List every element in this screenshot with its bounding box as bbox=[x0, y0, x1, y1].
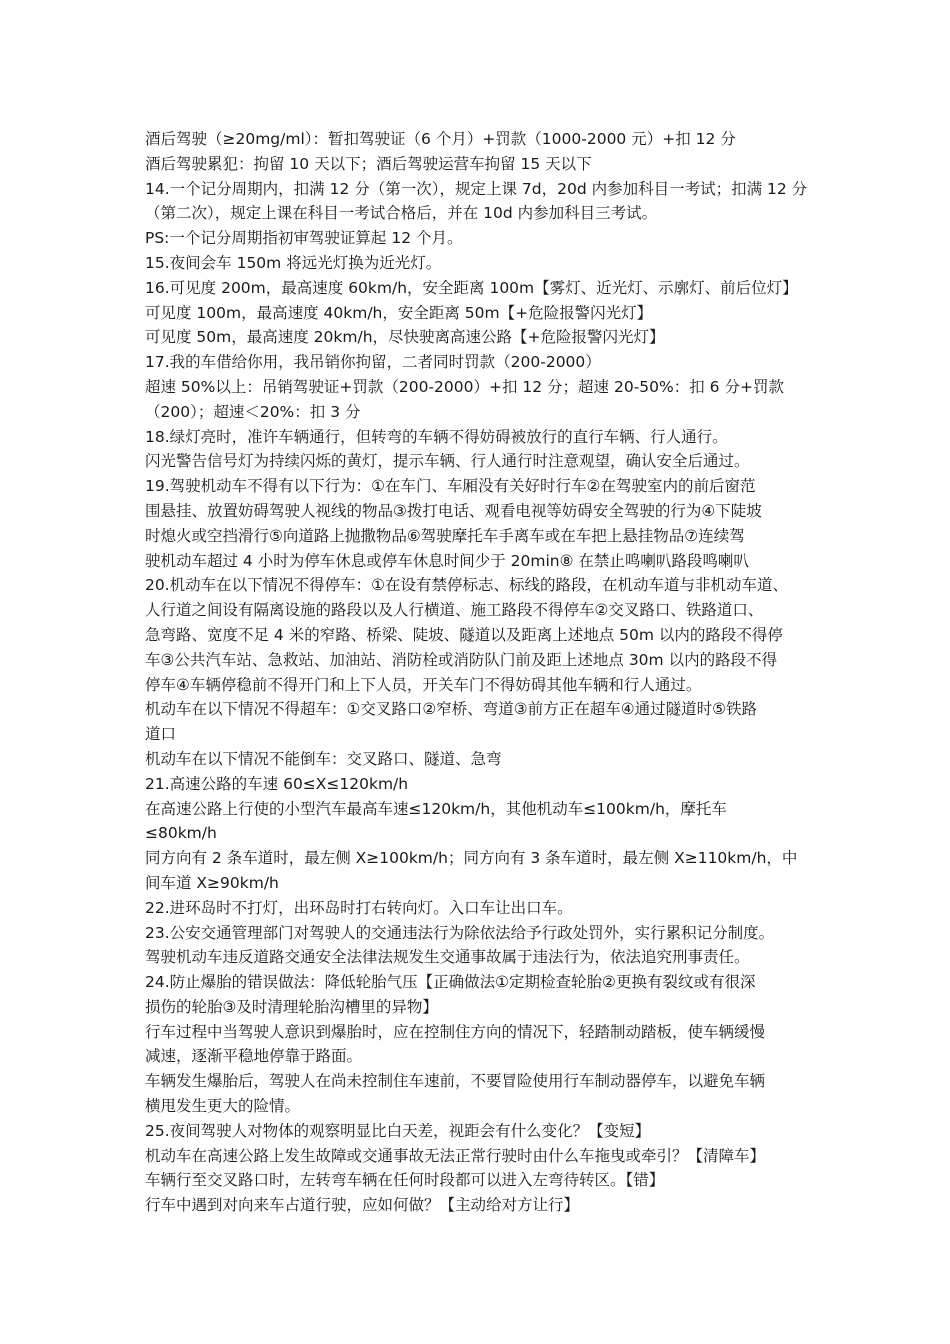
text-line: 19.驾驶机动车不得有以下行为：①在车门、车厢没有关好时行车②在驾驶室内的前后窗范 bbox=[145, 477, 756, 496]
text-line: 在高速公路上行使的小型汽车最高车速≤120km/h，其他机动车≤100km/h，摩托车 bbox=[145, 799, 727, 818]
text-line: PS:一个记分周期指初审驾驶证算起 12 个月。 bbox=[145, 229, 463, 248]
text-line: （第二次），规定上课在科目一考试合格后，并在 10d 内参加科目三考试。 bbox=[145, 204, 658, 223]
text-line: 车辆发生爆胎后，驾驶人在尚未控制住车速前，不要冒险使用行车制动器停车，以避免车辆 bbox=[145, 1072, 766, 1091]
text-line: 21.高速公路的车速 60≤X≤120km/h bbox=[145, 774, 409, 793]
text-line: 超速 50%以上：吊销驾驶证+罚款（200-2000）+扣 12 分；超速 20-50%：扣 6 分+罚款 bbox=[145, 377, 784, 396]
text-line: 道口 bbox=[145, 725, 177, 744]
text-line: 损伤的轮胎③及时清理轮胎沟槽里的异物】 bbox=[145, 997, 438, 1016]
text-line: 24.防止爆胎的错误做法：降低轮胎气压【正确做法①定期检查轮胎②更换有裂纹或有很深 bbox=[145, 973, 756, 992]
text-line: 机动车在以下情况不得超车：①交叉路口②窄桥、弯道③前方正在超车④通过隧道时⑤铁路 bbox=[145, 700, 757, 719]
text-line: 驾驶机动车违反道路交通安全法律法规发生交通事故属于违法行为，依法追究刑事责任。 bbox=[145, 948, 750, 967]
text-line: 时熄火或空挡滑行⑤向道路上抛撒物品⑥驾驶摩托车手离车或在车把上悬挂物品⑦连续驾 bbox=[145, 526, 745, 545]
text-line: 间车道 X≥90km/h bbox=[145, 873, 279, 892]
text-line: ≤80km/h bbox=[145, 824, 217, 843]
text-line: 人行道之间设有隔离设施的路段以及人行横道、施工路段不得停车②交叉路口、铁路道口、 bbox=[145, 601, 764, 620]
text-line: 行车过程中当驾驶人意识到爆胎时，应在控制住方向的情况下，轻踏制动踏板，使车辆缓慢 bbox=[145, 1022, 766, 1041]
text-line: 车辆行至交叉路口时，左转弯车辆在任何时段都可以进入左弯待转区。【错】 bbox=[145, 1171, 665, 1190]
text-line: 16.可见度 200m，最高速度 60km/h，安全距离 100m【雾灯、近光灯、示廓灯、前后位灯】 bbox=[145, 278, 798, 297]
text-line: 可见度 50m，最高速度 20km/h，尽快驶离高速公路【+危险报警闪光灯】 bbox=[145, 328, 665, 347]
text-line: 25.夜间驾驶人对物体的观察明显比白天差，视距会有什么变化？【变短】 bbox=[145, 1121, 651, 1140]
document-body bbox=[145, 127, 817, 1218]
text-line: 14.一个记分周期内，扣满 12 分（第一次），规定上课 7d，20d 内参加科目一考试；扣满 12 分 bbox=[145, 179, 808, 198]
text-line: 酒后驾驶（≥20mg/ml）：暂扣驾驶证（6 个月）+罚款（1000-2000 元）+扣 12 分 bbox=[145, 130, 736, 148]
text-line: 可见度 100m，最高速度 40km/h，安全距离 50m【+危险报警闪光灯】 bbox=[145, 303, 653, 322]
text-line: 机动车在以下情况不能倒车：交叉路口、隧道、急弯 bbox=[145, 749, 502, 768]
text-line: 22.进环岛时不打灯，出环岛时打右转向灯。入口车让出口车。 bbox=[145, 898, 573, 917]
text-line: 23.公安交通管理部门对驾驶人的交通违法行为除依法给予行政处罚外，实行累积记分制度。 bbox=[145, 923, 775, 942]
text-line: （200）；超速＜20%：扣 3 分 bbox=[145, 402, 361, 421]
text-line: 行车中遇到对向来车占道行驶，应如何做？【主动给对方让行】 bbox=[145, 1196, 580, 1215]
text-line: 停车④车辆停稳前不得开门和上下人员，开关车门不得妨碍其他车辆和行人通过。 bbox=[145, 675, 702, 694]
text-line: 机动车在高速公路上发生故障或交通事故无法正常行驶时由什么车拖曳或牵引？【清障车】 bbox=[145, 1146, 766, 1165]
text-line: 减速，逐渐平稳地停靠于路面。 bbox=[145, 1047, 363, 1066]
text-line: 同方向有 2 条车道时，最左侧 X≥100km/h；同方向有 3 条车道时，最左侧 X≥110km/h，中 bbox=[145, 849, 798, 868]
text-line: 18.绿灯亮时，准许车辆通行，但转弯的车辆不得妨碍被放行的直行车辆、行人通行。 bbox=[145, 427, 728, 446]
text-line: 横甩发生更大的险情。 bbox=[145, 1097, 301, 1116]
text-line: 车③公共汽车站、急救站、加油站、消防栓或消防队门前及距上述地点 30m 以内的路段不得 bbox=[145, 650, 778, 669]
text-line: 20.机动车在以下情况不得停车：①在设有禁停标志、标线的路段，在机动车道与非机动车道、 bbox=[145, 576, 789, 595]
text-line: 17.我的车借给你用，我吊销你拘留，二者同时罚款（200-2000） bbox=[145, 353, 601, 372]
text-line: 15.夜间会车 150m 将远光灯换为近光灯。 bbox=[145, 253, 442, 272]
text-line: 驶机动车超过 4 小时为停车休息或停车休息时间少于 20min⑧ 在禁止鸣喇叭路段鸣喇叭 bbox=[145, 551, 749, 570]
text-line: 围悬挂、放置妨碍驾驶人视线的物品③拨打电话、观看电视等妨碍安全驾驶的行为④下陡坡 bbox=[145, 501, 762, 520]
text-line: 闪光警告信号灯为持续闪烁的黄灯，提示车辆、行人通行时注意观望，确认安全后通过。 bbox=[145, 452, 750, 471]
text-line: 酒后驾驶累犯：拘留 10 天以下；酒后驾驶运营车拘留 15 天以下 bbox=[145, 154, 592, 173]
text-line: 急弯路、宽度不足 4 米的窄路、桥梁、陡坡、隧道以及距离上述地点 50m 以内的路段不得停 bbox=[145, 625, 783, 644]
